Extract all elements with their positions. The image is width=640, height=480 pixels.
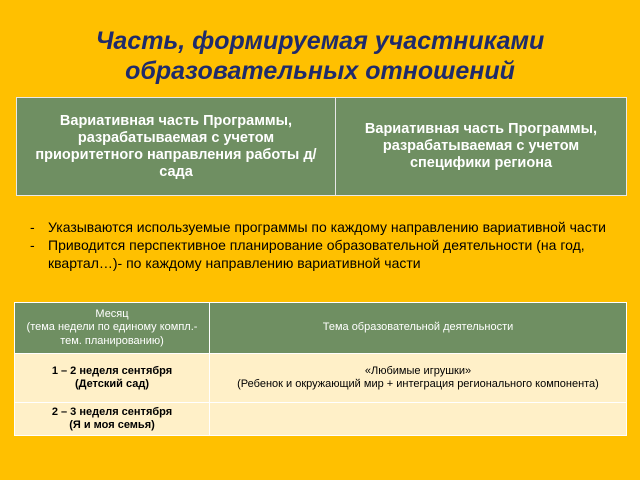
- bullet-text: Указываются используемые программы по каждому направлению вариативной части: [48, 219, 606, 235]
- slide-title-line2: образовательных отношений: [125, 57, 515, 85]
- variative-part-table: [16, 97, 627, 196]
- bullet-text: Приводится перспективное планирование образовательной деятельности (на год, квартал…)- по каждому направлению вариативной части: [48, 237, 585, 271]
- variative-priority-cell: Вариативная часть Программы, разрабатываемая с учетом приоритетного направления работы д/сада: [17, 98, 336, 196]
- row-month: 1 – 2 неделя сентября: [51, 364, 173, 377]
- table-row: [15, 354, 627, 403]
- row-month-cell: [15, 354, 210, 403]
- variative-region-cell: Вариативная часть Программы, разрабатываемая с учетом специфики региона: [336, 98, 627, 196]
- header-month-text: Месяц (тема недели по единому компл.-тем. планированию): [26, 307, 198, 347]
- row-month-cell: [15, 403, 210, 436]
- row-activity-cell: [210, 403, 627, 436]
- planning-header-row: [15, 303, 627, 354]
- row-activity: «Любимые игрушки» (Ребенок и окружающий мир + интеграция регионального компонента): [237, 364, 599, 390]
- header-activity: Тема образовательной деятельности: [210, 303, 627, 354]
- bullet-item-planning: [30, 236, 630, 272]
- bullet-dash: -: [30, 237, 35, 253]
- bullet-list: [30, 218, 630, 272]
- slide-title-line1: Часть, формируемая участниками: [95, 27, 545, 55]
- bullet-item-programs: [30, 218, 630, 236]
- row-theme: (Детский сад): [74, 378, 150, 390]
- header-month: [15, 303, 210, 354]
- variative-part-row: [17, 98, 627, 196]
- row-month: 2 – 3 неделя сентября: [51, 405, 173, 418]
- bullet-dash: -: [30, 219, 35, 235]
- row-activity-cell: [210, 354, 627, 403]
- planning-table: [14, 302, 627, 436]
- row-theme: (Я и моя семья): [69, 419, 155, 431]
- slide-title: [0, 26, 640, 86]
- table-row: [15, 403, 627, 436]
